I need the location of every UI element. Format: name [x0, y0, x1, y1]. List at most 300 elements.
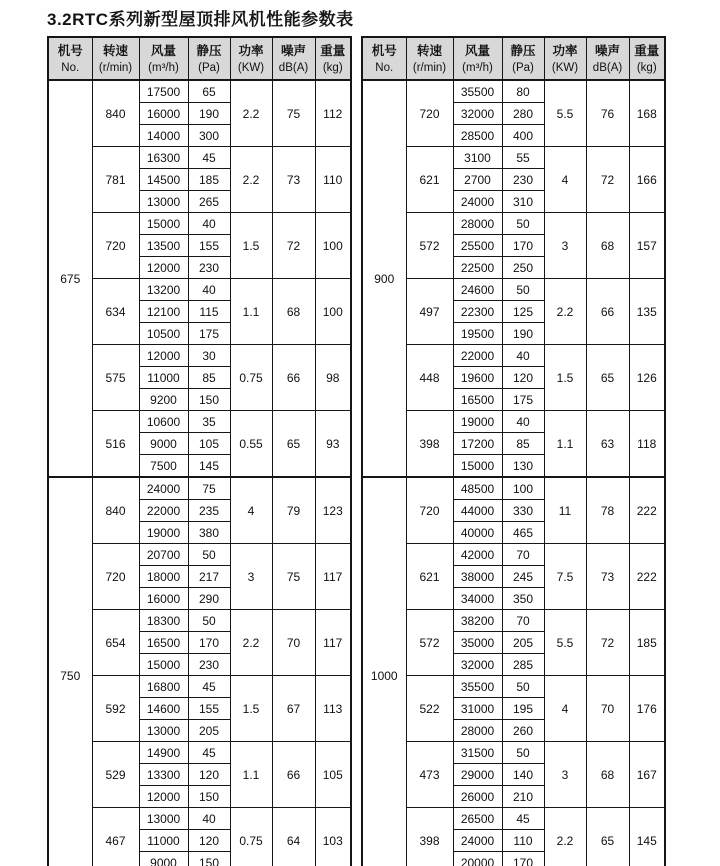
- airflow-cell: 31500: [453, 742, 502, 764]
- static-pressure-cell: 50: [188, 610, 230, 632]
- table-row: [48, 147, 351, 169]
- airflow-cell: 25500: [453, 235, 502, 257]
- speed-cell: 840: [92, 80, 139, 147]
- static-pressure-cell: 115: [188, 301, 230, 323]
- header-label-unit: No.: [61, 62, 80, 74]
- table-row: [48, 411, 351, 433]
- static-pressure-cell: 190: [188, 103, 230, 125]
- airflow-cell: 16800: [139, 676, 188, 698]
- table-row: [362, 808, 665, 830]
- header-label-unit: (r/min): [98, 62, 133, 74]
- speed-cell: 529: [92, 742, 139, 808]
- noise-cell: 72: [586, 147, 629, 213]
- static-pressure-cell: 400: [502, 125, 544, 147]
- noise-cell: 63: [586, 411, 629, 478]
- static-pressure-cell: 195: [502, 698, 544, 720]
- header-speed: [92, 37, 139, 80]
- header-airflow: [453, 37, 502, 80]
- power-cell: 2.2: [544, 808, 586, 866]
- power-cell: 3: [230, 544, 272, 610]
- header-label-unit: (kg): [322, 62, 343, 74]
- airflow-cell: 35500: [453, 676, 502, 698]
- weight-cell: 157: [629, 213, 665, 279]
- table-row: [48, 544, 351, 566]
- airflow-cell: 24600: [453, 279, 502, 301]
- static-pressure-cell: 465: [502, 522, 544, 544]
- airflow-cell: 13000: [139, 720, 188, 742]
- noise-cell: 75: [272, 80, 315, 147]
- static-pressure-cell: 30: [188, 345, 230, 367]
- airflow-cell: 18000: [139, 566, 188, 588]
- speed-cell: 572: [406, 213, 453, 279]
- header-label-unit: (KW): [237, 62, 265, 74]
- header-row: [48, 37, 351, 80]
- static-pressure-cell: 265: [188, 191, 230, 213]
- noise-cell: 72: [272, 213, 315, 279]
- airflow-cell: 28000: [453, 213, 502, 235]
- weight-cell: 103: [315, 808, 351, 866]
- static-pressure-cell: 380: [188, 522, 230, 544]
- header-noise: [272, 37, 315, 80]
- static-pressure-cell: 120: [188, 764, 230, 786]
- airflow-cell: 24000: [453, 191, 502, 213]
- static-pressure-cell: 205: [502, 632, 544, 654]
- static-pressure-cell: 50: [502, 676, 544, 698]
- table-row: [362, 345, 665, 367]
- static-pressure-cell: 330: [502, 500, 544, 522]
- static-pressure-cell: 145: [188, 455, 230, 478]
- airflow-cell: 19500: [453, 323, 502, 345]
- static-pressure-cell: 40: [188, 279, 230, 301]
- table-row: [362, 279, 665, 301]
- table-row: [48, 80, 351, 103]
- airflow-cell: 12100: [139, 301, 188, 323]
- airflow-cell: 34000: [453, 588, 502, 610]
- static-pressure-cell: 75: [188, 477, 230, 500]
- airflow-cell: 26000: [453, 786, 502, 808]
- noise-cell: 68: [586, 213, 629, 279]
- header-airflow: [139, 37, 188, 80]
- static-pressure-cell: 155: [188, 698, 230, 720]
- table-row: [362, 477, 665, 500]
- static-pressure-cell: 80: [502, 80, 544, 103]
- header-machine-no: [48, 37, 92, 80]
- static-pressure-cell: 155: [188, 235, 230, 257]
- static-pressure-cell: 185: [188, 169, 230, 191]
- airflow-cell: 12000: [139, 257, 188, 279]
- static-pressure-cell: 40: [188, 808, 230, 830]
- header-label-cn: 功率: [238, 44, 264, 58]
- speed-cell: 592: [92, 676, 139, 742]
- weight-cell: 135: [629, 279, 665, 345]
- table-row: [48, 610, 351, 632]
- header-label-cn: 转速: [102, 44, 128, 58]
- static-pressure-cell: 150: [188, 786, 230, 808]
- noise-cell: 65: [272, 411, 315, 478]
- static-pressure-cell: 45: [188, 147, 230, 169]
- machine-no-cell: 675: [48, 80, 92, 477]
- airflow-cell: 40000: [453, 522, 502, 544]
- airflow-cell: 2700: [453, 169, 502, 191]
- static-pressure-cell: 170: [502, 235, 544, 257]
- table-row: [48, 279, 351, 301]
- airflow-cell: 31000: [453, 698, 502, 720]
- speed-cell: 575: [92, 345, 139, 411]
- airflow-cell: 7500: [139, 455, 188, 478]
- airflow-cell: 32000: [453, 654, 502, 676]
- static-pressure-cell: 85: [188, 367, 230, 389]
- weight-cell: 222: [629, 544, 665, 610]
- header-label-cn: 风量: [464, 44, 490, 58]
- airflow-cell: 16000: [139, 588, 188, 610]
- table-row: [48, 676, 351, 698]
- noise-cell: 67: [272, 676, 315, 742]
- airflow-cell: 15000: [139, 654, 188, 676]
- header-label-cn: 静压: [510, 44, 536, 58]
- weight-cell: 105: [315, 742, 351, 808]
- speed-cell: 522: [406, 676, 453, 742]
- static-pressure-cell: 45: [188, 676, 230, 698]
- header-label-unit: dB(A): [278, 62, 309, 74]
- speed-cell: 621: [406, 544, 453, 610]
- static-pressure-cell: 45: [188, 742, 230, 764]
- static-pressure-cell: 280: [502, 103, 544, 125]
- airflow-cell: 16500: [453, 389, 502, 411]
- airflow-cell: 19600: [453, 367, 502, 389]
- weight-cell: 113: [315, 676, 351, 742]
- weight-cell: 168: [629, 80, 665, 147]
- airflow-cell: 9000: [139, 852, 188, 866]
- speed-cell: 448: [406, 345, 453, 411]
- airflow-cell: 32000: [453, 103, 502, 125]
- table-row: [362, 80, 665, 103]
- weight-cell: 176: [629, 676, 665, 742]
- speed-cell: 781: [92, 147, 139, 213]
- header-label-cn: 重量: [320, 44, 346, 58]
- header-row: [362, 37, 665, 80]
- weight-cell: 112: [315, 80, 351, 147]
- header-label-unit: (Pa): [198, 62, 220, 74]
- airflow-cell: 11000: [139, 367, 188, 389]
- header-label-unit: dB(A): [592, 62, 623, 74]
- static-pressure-cell: 125: [502, 301, 544, 323]
- airflow-cell: 42000: [453, 544, 502, 566]
- static-pressure-cell: 40: [188, 213, 230, 235]
- power-cell: 0.55: [230, 411, 272, 478]
- airflow-cell: 24000: [139, 477, 188, 500]
- noise-cell: 68: [272, 279, 315, 345]
- power-cell: 1.1: [544, 411, 586, 478]
- power-cell: 5.5: [544, 80, 586, 147]
- static-pressure-cell: 110: [502, 830, 544, 852]
- power-cell: 4: [544, 676, 586, 742]
- power-cell: 0.75: [230, 345, 272, 411]
- airflow-cell: 22300: [453, 301, 502, 323]
- noise-cell: 75: [272, 544, 315, 610]
- table-row: [362, 213, 665, 235]
- weight-cell: 145: [629, 808, 665, 866]
- header-static-pressure: [188, 37, 230, 80]
- fan-performance-table-left-wrap: [47, 36, 352, 866]
- airflow-cell: 15000: [453, 455, 502, 478]
- speed-cell: 720: [92, 213, 139, 279]
- power-cell: 1.5: [230, 213, 272, 279]
- airflow-cell: 14900: [139, 742, 188, 764]
- weight-cell: 110: [315, 147, 351, 213]
- airflow-cell: 26500: [453, 808, 502, 830]
- noise-cell: 65: [586, 808, 629, 866]
- header-label-cn: 机号: [371, 44, 397, 58]
- power-cell: 2.2: [230, 147, 272, 213]
- airflow-cell: 35000: [453, 632, 502, 654]
- weight-cell: 166: [629, 147, 665, 213]
- static-pressure-cell: 300: [188, 125, 230, 147]
- noise-cell: 66: [586, 279, 629, 345]
- static-pressure-cell: 35: [188, 411, 230, 433]
- noise-cell: 70: [586, 676, 629, 742]
- airflow-cell: 12000: [139, 786, 188, 808]
- static-pressure-cell: 217: [188, 566, 230, 588]
- airflow-cell: 15000: [139, 213, 188, 235]
- static-pressure-cell: 130: [502, 455, 544, 478]
- airflow-cell: 10600: [139, 411, 188, 433]
- table-row: [48, 345, 351, 367]
- airflow-cell: 22000: [139, 500, 188, 522]
- power-cell: 1.1: [230, 742, 272, 808]
- power-cell: 7.5: [544, 544, 586, 610]
- static-pressure-cell: 50: [502, 213, 544, 235]
- static-pressure-cell: 100: [502, 477, 544, 500]
- weight-cell: 98: [315, 345, 351, 411]
- table-row: [362, 544, 665, 566]
- airflow-cell: 44000: [453, 500, 502, 522]
- header-label-cn: 噪声: [594, 44, 620, 58]
- static-pressure-cell: 120: [502, 367, 544, 389]
- power-cell: 1.5: [544, 345, 586, 411]
- power-cell: 5.5: [544, 610, 586, 676]
- fan-performance-table-right-wrap: [361, 36, 666, 866]
- power-cell: 4: [544, 147, 586, 213]
- weight-cell: 118: [629, 411, 665, 478]
- static-pressure-cell: 230: [188, 257, 230, 279]
- speed-cell: 516: [92, 411, 139, 478]
- fan-performance-table-right: [361, 36, 666, 866]
- header-power: [544, 37, 586, 80]
- speed-cell: 654: [92, 610, 139, 676]
- static-pressure-cell: 260: [502, 720, 544, 742]
- airflow-cell: 48500: [453, 477, 502, 500]
- airflow-cell: 24000: [453, 830, 502, 852]
- noise-cell: 73: [586, 544, 629, 610]
- airflow-cell: 29000: [453, 764, 502, 786]
- power-cell: 2.2: [230, 610, 272, 676]
- airflow-cell: 12000: [139, 345, 188, 367]
- table-row: [362, 676, 665, 698]
- header-label-cn: 风量: [150, 44, 176, 58]
- airflow-cell: 28500: [453, 125, 502, 147]
- noise-cell: 78: [586, 477, 629, 544]
- airflow-cell: 11000: [139, 830, 188, 852]
- static-pressure-cell: 65: [188, 80, 230, 103]
- airflow-cell: 20700: [139, 544, 188, 566]
- static-pressure-cell: 55: [502, 147, 544, 169]
- speed-cell: 473: [406, 742, 453, 808]
- weight-cell: 185: [629, 610, 665, 676]
- weight-cell: 100: [315, 279, 351, 345]
- header-label-unit: (m³/h): [462, 62, 493, 74]
- static-pressure-cell: 70: [502, 610, 544, 632]
- static-pressure-cell: 150: [188, 389, 230, 411]
- static-pressure-cell: 245: [502, 566, 544, 588]
- static-pressure-cell: 50: [502, 279, 544, 301]
- header-noise: [586, 37, 629, 80]
- speed-cell: 720: [406, 477, 453, 544]
- noise-cell: 68: [586, 742, 629, 808]
- noise-cell: 66: [272, 742, 315, 808]
- airflow-cell: 22500: [453, 257, 502, 279]
- static-pressure-cell: 50: [188, 544, 230, 566]
- header-label-unit: (r/min): [412, 62, 447, 74]
- speed-cell: 572: [406, 610, 453, 676]
- airflow-cell: 28000: [453, 720, 502, 742]
- header-label-cn: 重量: [634, 44, 660, 58]
- header-label-cn: 转速: [416, 44, 442, 58]
- header-power: [230, 37, 272, 80]
- weight-cell: 126: [629, 345, 665, 411]
- static-pressure-cell: 285: [502, 654, 544, 676]
- noise-cell: 76: [586, 80, 629, 147]
- weight-cell: 123: [315, 477, 351, 544]
- header-label-unit: No.: [375, 62, 394, 74]
- airflow-cell: 14000: [139, 125, 188, 147]
- header-label-unit: (Pa): [512, 62, 534, 74]
- table-row: [362, 610, 665, 632]
- airflow-cell: 9000: [139, 433, 188, 455]
- noise-cell: 73: [272, 147, 315, 213]
- weight-cell: 93: [315, 411, 351, 478]
- power-cell: 4: [230, 477, 272, 544]
- airflow-cell: 13500: [139, 235, 188, 257]
- header-speed: [406, 37, 453, 80]
- weight-cell: 167: [629, 742, 665, 808]
- header-weight: [629, 37, 665, 80]
- noise-cell: 66: [272, 345, 315, 411]
- airflow-cell: 14600: [139, 698, 188, 720]
- airflow-cell: 13000: [139, 808, 188, 830]
- header-static-pressure: [502, 37, 544, 80]
- noise-cell: 72: [586, 610, 629, 676]
- speed-cell: 720: [406, 80, 453, 147]
- airflow-cell: 13300: [139, 764, 188, 786]
- speed-cell: 720: [92, 544, 139, 610]
- static-pressure-cell: 105: [188, 433, 230, 455]
- power-cell: 1.1: [230, 279, 272, 345]
- static-pressure-cell: 120: [188, 830, 230, 852]
- speed-cell: 398: [406, 808, 453, 866]
- power-cell: 3: [544, 742, 586, 808]
- static-pressure-cell: 310: [502, 191, 544, 213]
- weight-cell: 117: [315, 610, 351, 676]
- table-row: [48, 477, 351, 500]
- airflow-cell: 10500: [139, 323, 188, 345]
- header-label-cn: 噪声: [280, 44, 306, 58]
- power-cell: 2.2: [544, 279, 586, 345]
- header-label-unit: (m³/h): [148, 62, 179, 74]
- static-pressure-cell: 250: [502, 257, 544, 279]
- power-cell: 0.75: [230, 808, 272, 866]
- static-pressure-cell: 290: [188, 588, 230, 610]
- header-machine-no: [362, 37, 406, 80]
- power-cell: 11: [544, 477, 586, 544]
- speed-cell: 497: [406, 279, 453, 345]
- airflow-cell: 16300: [139, 147, 188, 169]
- airflow-cell: 22000: [453, 345, 502, 367]
- airflow-cell: 13000: [139, 191, 188, 213]
- airflow-cell: 35500: [453, 80, 502, 103]
- table-row: [48, 808, 351, 830]
- power-cell: 3: [544, 213, 586, 279]
- static-pressure-cell: 45: [502, 808, 544, 830]
- static-pressure-cell: 140: [502, 764, 544, 786]
- airflow-cell: 20000: [453, 852, 502, 866]
- speed-cell: 398: [406, 411, 453, 478]
- header-label-unit: (KW): [551, 62, 579, 74]
- airflow-cell: 3100: [453, 147, 502, 169]
- static-pressure-cell: 170: [188, 632, 230, 654]
- power-cell: 2.2: [230, 80, 272, 147]
- airflow-cell: 38200: [453, 610, 502, 632]
- noise-cell: 70: [272, 610, 315, 676]
- header-label-unit: (kg): [636, 62, 657, 74]
- airflow-cell: 16000: [139, 103, 188, 125]
- weight-cell: 222: [629, 477, 665, 544]
- speed-cell: 634: [92, 279, 139, 345]
- header-label-cn: 功率: [552, 44, 578, 58]
- static-pressure-cell: 40: [502, 411, 544, 433]
- weight-cell: 117: [315, 544, 351, 610]
- airflow-cell: 18300: [139, 610, 188, 632]
- airflow-cell: 38000: [453, 566, 502, 588]
- static-pressure-cell: 210: [502, 786, 544, 808]
- static-pressure-cell: 190: [502, 323, 544, 345]
- machine-no-cell: 750: [48, 477, 92, 866]
- noise-cell: 79: [272, 477, 315, 544]
- table-row: [48, 742, 351, 764]
- speed-cell: 840: [92, 477, 139, 544]
- speed-cell: 467: [92, 808, 139, 866]
- static-pressure-cell: 175: [502, 389, 544, 411]
- static-pressure-cell: 150: [188, 852, 230, 866]
- static-pressure-cell: 205: [188, 720, 230, 742]
- static-pressure-cell: 85: [502, 433, 544, 455]
- airflow-cell: 9200: [139, 389, 188, 411]
- noise-cell: 65: [586, 345, 629, 411]
- table-row: [48, 213, 351, 235]
- header-label-cn: 机号: [57, 44, 83, 58]
- airflow-cell: 14500: [139, 169, 188, 191]
- weight-cell: 100: [315, 213, 351, 279]
- static-pressure-cell: 350: [502, 588, 544, 610]
- airflow-cell: 17500: [139, 80, 188, 103]
- table-row: [362, 147, 665, 169]
- static-pressure-cell: 40: [502, 345, 544, 367]
- static-pressure-cell: 230: [502, 169, 544, 191]
- noise-cell: 64: [272, 808, 315, 866]
- airflow-cell: 13200: [139, 279, 188, 301]
- static-pressure-cell: 70: [502, 544, 544, 566]
- table-row: [362, 411, 665, 433]
- speed-cell: 621: [406, 147, 453, 213]
